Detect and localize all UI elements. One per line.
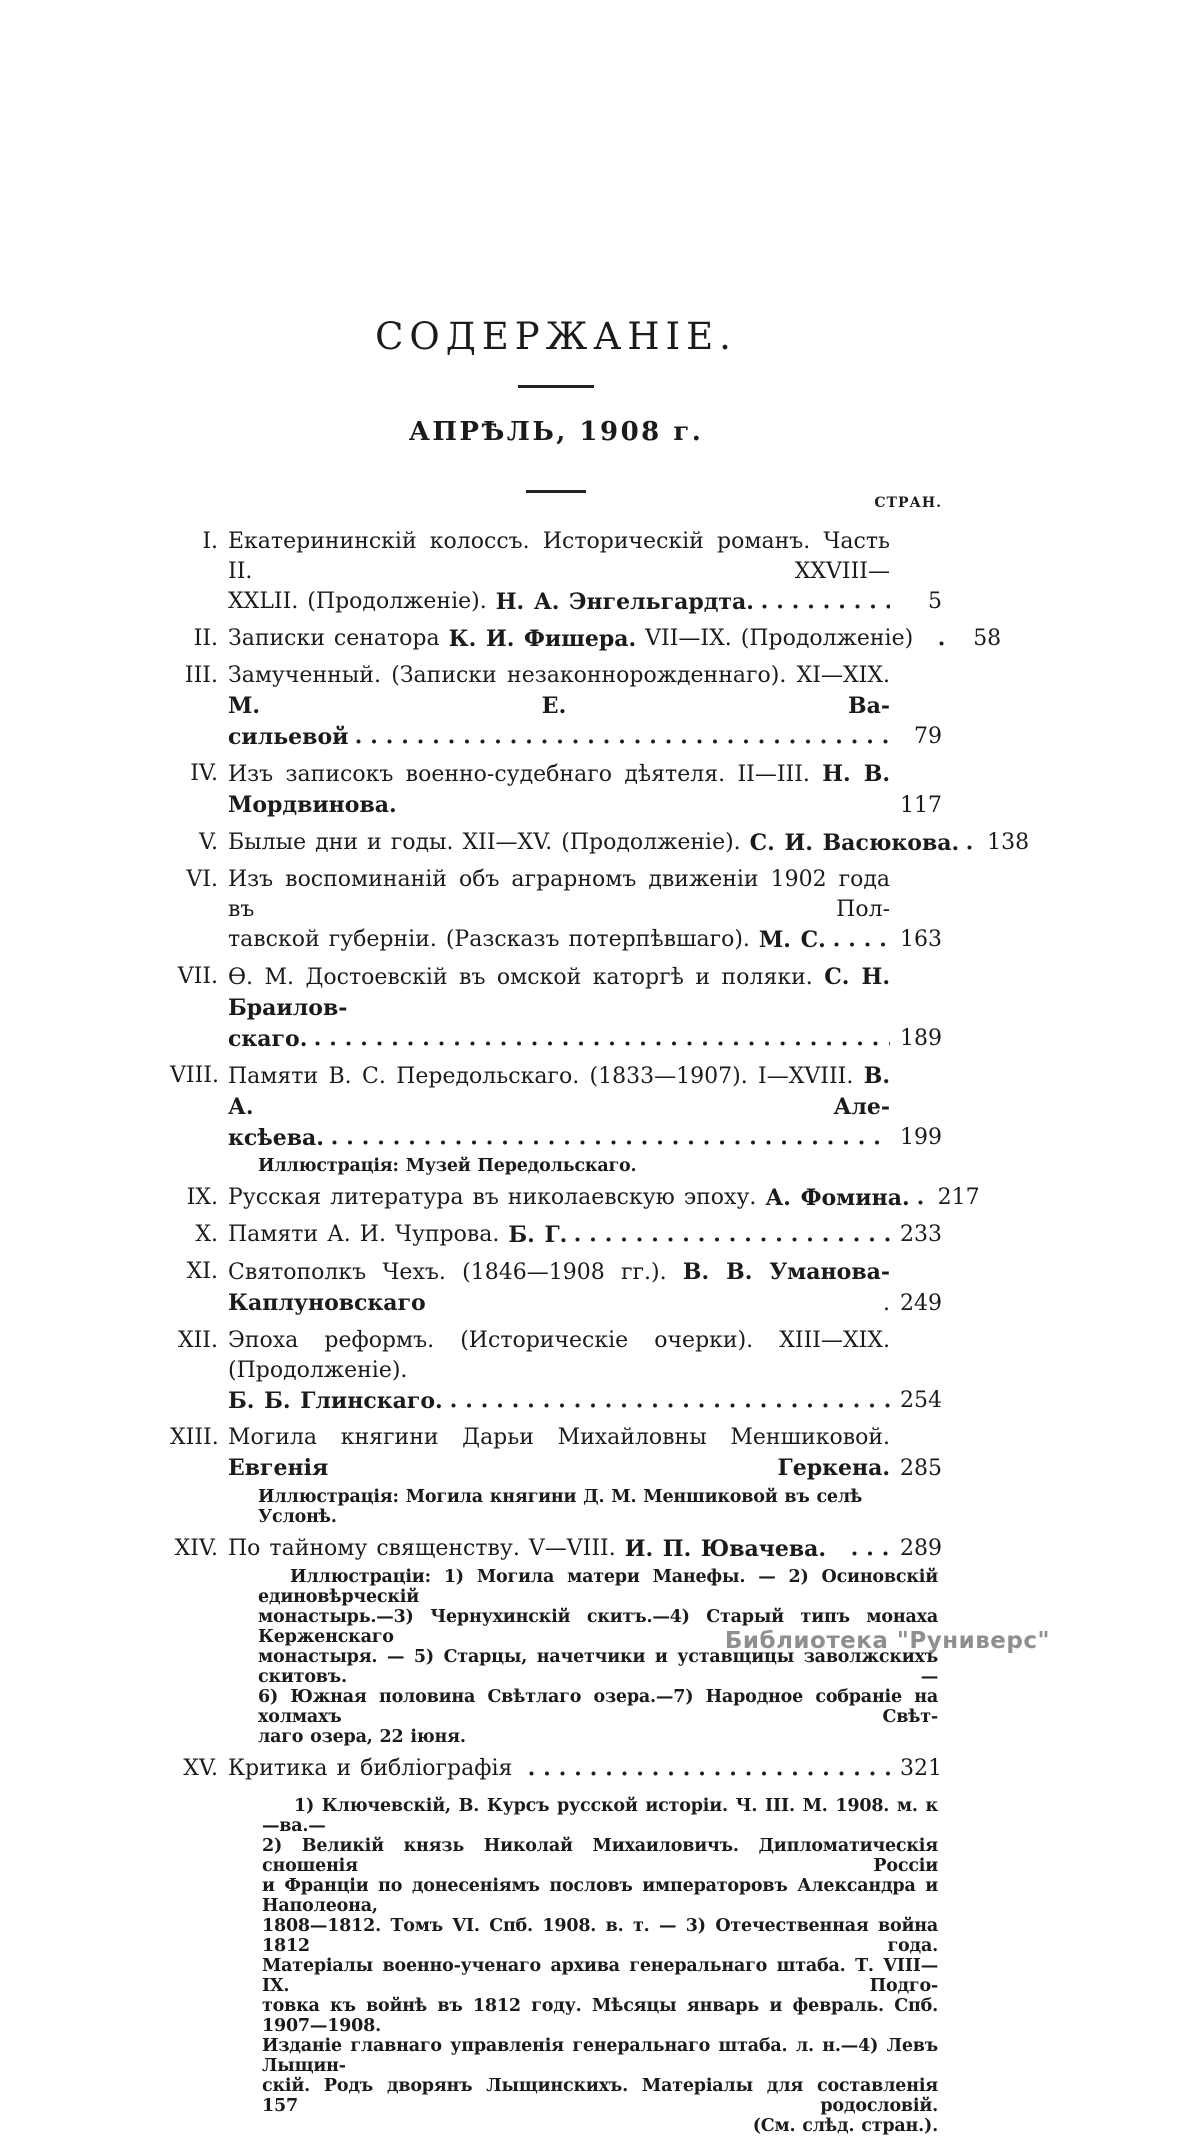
entry-title-text: Святополкъ Чехъ. (1846—1908 гг.). — [228, 1260, 683, 1285]
entry-number: VI. — [186, 867, 218, 892]
entry-row — [170, 1534, 942, 1564]
divider-rule — [518, 385, 594, 388]
author-name: Б. Г. — [508, 1222, 568, 1248]
toc-entry — [170, 828, 1030, 858]
entry-row — [170, 1061, 942, 1153]
table-of-contents — [170, 527, 1030, 2136]
note-line: и Франціи по донесеніямъ пословъ императоровъ Александра и Наполеона, — [262, 1876, 938, 1916]
entry-title-text: Эпоха реформъ. (Историческіе очерки). XIII—XIX. (Продолженіе). — [228, 1328, 890, 1383]
entry-text — [228, 1183, 928, 1213]
dot-leader — [826, 925, 890, 955]
illustration-note — [258, 1156, 938, 1176]
entry-number: XI. — [186, 1259, 218, 1284]
entry-line — [228, 587, 890, 617]
entry-row — [170, 1326, 942, 1416]
dot-leader — [307, 1024, 890, 1054]
entry-title-text: Русская литература въ николаевскую эпоху. — [228, 1185, 766, 1210]
toc-entry — [170, 1183, 980, 1213]
entry-page-number: 58 — [973, 626, 1002, 651]
entry-row — [170, 1183, 980, 1213]
toc-entry — [170, 759, 942, 821]
author-name: М. Е. Ва- — [228, 693, 890, 719]
entry-text — [228, 1326, 890, 1416]
entry-title-text: Былые дни и годы. XII—XV. (Продолженіе). — [228, 830, 750, 855]
entry-number: V. — [198, 830, 218, 855]
dot-leader — [931, 624, 949, 654]
toc-entry — [170, 1220, 942, 1250]
author-name: А. Фомина. — [765, 1185, 910, 1211]
note-line: монастыря. — 5) Старцы, начетчики и уставщицы заволжскихъ скитовъ. — — [258, 1647, 938, 1687]
entry-text — [228, 865, 890, 955]
entry-row — [170, 828, 1030, 858]
entry-line — [228, 865, 890, 925]
toc-entry — [170, 1423, 942, 1527]
entry-row — [170, 962, 942, 1054]
toc-entry — [170, 624, 1002, 654]
library-watermark: Библиотека "Руниверс" — [724, 1628, 1050, 1654]
entry-page-number: 189 — [900, 1026, 942, 1051]
entry-title-text: По тайному священству. V—VIII. — [228, 1536, 625, 1561]
toc-entry — [170, 865, 942, 955]
entry-title-text: . — [425, 1291, 890, 1316]
note-line: (См. слѣд. стран.). — [752, 2116, 938, 2136]
scanned-page — [170, 0, 1030, 2146]
entry-line — [228, 962, 890, 1024]
author-name: Н. А. Энгельгардта. — [495, 589, 754, 615]
page-title: СОДЕРЖАНІЕ. — [375, 315, 737, 358]
entry-text — [228, 1220, 890, 1250]
entry-line — [228, 759, 890, 821]
issue-heading: АПРѢЛЬ, 1908 г. — [408, 417, 704, 447]
author-name: Н. В. Мордвинова. — [228, 761, 891, 818]
entry-line — [228, 925, 890, 955]
entry-text — [228, 624, 949, 654]
entry-page-number: 249 — [900, 1291, 942, 1316]
author-name: Б. Б. Глинскаго. — [228, 1388, 443, 1414]
entry-row — [170, 527, 942, 617]
note-line: 1) Ключевскій, В. Курсъ русской исторіи. Ч. III. М. 1908. м. к—ва.— — [262, 1796, 938, 1836]
entry-number: IV. — [190, 761, 218, 786]
entry-text — [228, 1754, 890, 1784]
note-line: Матеріалы военно-ученаго архива генеральнаго штаба. Т. VIII—IX. Подго- — [262, 1956, 938, 1996]
entry-line — [228, 1024, 890, 1054]
dot-leader — [521, 1754, 890, 1784]
entry-row — [170, 624, 1002, 654]
entry-text — [228, 1534, 890, 1564]
divider-rule — [526, 490, 586, 493]
dot-leader — [567, 1220, 890, 1250]
entry-text — [228, 962, 890, 1054]
entry-text — [228, 828, 977, 858]
entry-number: XIV. — [174, 1536, 218, 1561]
toc-entry — [170, 962, 942, 1054]
entry-line — [228, 722, 890, 752]
entry-page-number: 199 — [900, 1125, 942, 1150]
entry-row — [170, 759, 942, 821]
author-name: Евгенія Геркена. — [228, 1455, 890, 1481]
entry-line — [228, 1061, 890, 1123]
author-name: В. А. Але- — [228, 1063, 890, 1120]
dot-leader — [754, 587, 890, 617]
note-line: Иллюстраціи: 1) Могила матери Манефы. — 2) Осиновскій единовѣрческій — [258, 1567, 938, 1607]
entry-text — [228, 527, 890, 617]
entry-text — [228, 1423, 890, 1484]
note-line: лаго озера, 22 іюня. — [258, 1727, 466, 1747]
entry-line — [228, 1386, 890, 1416]
author-name: И. П. Ювачева. — [624, 1536, 827, 1562]
note-line: монастырь.—3) Чернухинскій скитъ.—4) Старый типъ монаха Керженскаго — [258, 1607, 938, 1647]
dot-leader — [844, 1534, 890, 1564]
entry-number: VIII. — [170, 1063, 219, 1088]
entry-title-text: Изъ воспоминаній объ аграрномъ движеніи 1902 года въ Пол- — [228, 867, 890, 922]
entry-title-text: Ѳ. М. Достоевскій въ омской каторгѣ и поляки. — [228, 965, 825, 990]
entry-text — [228, 1257, 890, 1319]
dot-leader — [348, 722, 890, 752]
entry-line — [228, 1183, 928, 1213]
dot-leader — [324, 1123, 890, 1153]
entry-page-number: 79 — [914, 724, 942, 749]
note-line: скій. Родъ дворянъ Лыщинскихъ. Матеріалы для составленія 157 родословій. — [262, 2076, 938, 2116]
author-name: С. Н. Браилов- — [228, 964, 891, 1021]
author-name: В. В. Уманова-Каплуновскаго — [228, 1259, 890, 1316]
dot-leader — [910, 1183, 928, 1213]
entry-title-text: Записки сенатора — [228, 626, 449, 651]
entry-line — [228, 1257, 890, 1319]
note-line: товка къ войнѣ въ 1812 году. Мѣсяцы январь и февраль. Спб. 1907—1908. — [262, 1996, 938, 2036]
author-name: М. С. — [758, 927, 826, 953]
note-line: 6) Южная половина Свѣтлаго озера.—7) Народное собраніе на холмахъ Свѣт- — [258, 1687, 938, 1727]
entry-number: VII. — [177, 964, 218, 989]
entry-number: XV. — [183, 1756, 218, 1781]
page-column-header: СТРАН. — [874, 495, 942, 511]
entry-text — [228, 759, 890, 821]
entry-title-text: тавской губерніи. (Разсказъ потерпѣвшаго). — [228, 927, 759, 952]
entry-line — [228, 1754, 890, 1784]
toc-entry — [170, 1257, 942, 1319]
author-name: скаго. — [228, 1026, 308, 1052]
toc-entry — [170, 1326, 942, 1416]
entry-page-number: 254 — [900, 1388, 942, 1413]
entry-row — [170, 1220, 942, 1250]
entry-line — [228, 828, 977, 858]
entry-line — [228, 661, 890, 722]
entry-page-number: 289 — [900, 1536, 942, 1561]
entry-title-text: VII—IX. (Продолженіе) — [636, 626, 932, 651]
entry-number: IX. — [186, 1185, 218, 1210]
entry-line — [228, 527, 890, 587]
entry-number: X. — [195, 1222, 218, 1247]
toc-entry — [170, 1754, 942, 2136]
note-line: Иллюстрація: Музей Передольскаго. — [258, 1156, 637, 1176]
entry-row — [170, 661, 942, 752]
entry-row — [170, 1423, 942, 1484]
illustration-note — [258, 1487, 938, 1527]
note-line: Изданіе главнаго управленія генеральнаго штаба. л. н.—4) Левъ Лыщин- — [262, 2036, 938, 2076]
author-name: К. И. Фишера. — [448, 626, 637, 652]
entry-title-text: Критика и библіографія — [228, 1756, 522, 1781]
entry-title-text: Памяти А. И. Чупрова. — [228, 1222, 509, 1247]
entry-title-text: Екатерининскій колоссъ. Историческій романъ. Часть II. XXVIII— — [228, 529, 890, 584]
bibliography-note — [262, 1796, 938, 2136]
toc-entry — [170, 661, 942, 752]
entry-title-text — [826, 1534, 844, 1564]
entry-page-number: 285 — [900, 1456, 942, 1481]
entry-page-number: 138 — [987, 830, 1030, 855]
entry-title-text: Могила княгини Дарьи Михайловны Меншиковой. — [228, 1425, 890, 1450]
author-name: С. И. Васюкова. — [749, 830, 960, 856]
author-name: сильевой — [228, 724, 349, 750]
entry-title-text: Памяти В. С. Передольскаго. (1833—1907). I—XVIII. — [228, 1064, 864, 1089]
entry-line — [228, 624, 949, 654]
entry-line — [228, 1123, 890, 1153]
note-line: Иллюстрація: Могила княгини Д. М. Меншиковой въ селѣ Услонѣ. — [258, 1487, 863, 1527]
entry-number: II. — [193, 626, 218, 651]
entry-number: I. — [202, 529, 218, 554]
entry-line — [228, 1326, 890, 1386]
entry-page-number: 163 — [900, 927, 942, 952]
entry-page-number: 217 — [937, 1185, 980, 1210]
entry-text — [228, 1061, 890, 1153]
dot-leader — [959, 828, 977, 858]
author-name: ксѣева. — [228, 1125, 324, 1151]
note-line: 2) Великій князь Николай Михаиловичъ. Дипломатическія сношенія Россіи — [262, 1836, 938, 1876]
entry-page-number: 233 — [900, 1222, 942, 1247]
note-line: 1808—1812. Томъ VI. Спб. 1908. в. т. — 3) Отечественная война 1812 года. — [262, 1916, 938, 1956]
entry-title-text: Изъ записокъ военно-судебнаго дѣятеля. II—III. — [228, 762, 823, 787]
toc-entry — [170, 527, 942, 617]
entry-row — [170, 865, 942, 955]
entry-line — [228, 1423, 890, 1484]
entry-page-number: 5 — [928, 589, 942, 614]
entry-number: XII. — [177, 1328, 218, 1353]
entry-title-text: XXLII. (Продолженіе). — [228, 589, 496, 614]
entry-line — [228, 1534, 890, 1564]
entry-text — [228, 661, 890, 752]
entry-number: III. — [184, 663, 218, 688]
entry-title-text: Замученный. (Записки незаконнорожденнаго). XI—XIX. — [228, 663, 890, 688]
dot-leader — [443, 1386, 890, 1416]
entry-row — [170, 1754, 942, 1784]
entry-page-number: 117 — [900, 793, 942, 818]
entry-number: XIII. — [170, 1425, 219, 1450]
illustration-note — [258, 1567, 938, 1747]
toc-entry — [170, 1061, 942, 1176]
entry-row — [170, 1257, 942, 1319]
entry-line — [228, 1220, 890, 1250]
entry-page-number: 321 — [900, 1756, 942, 1781]
